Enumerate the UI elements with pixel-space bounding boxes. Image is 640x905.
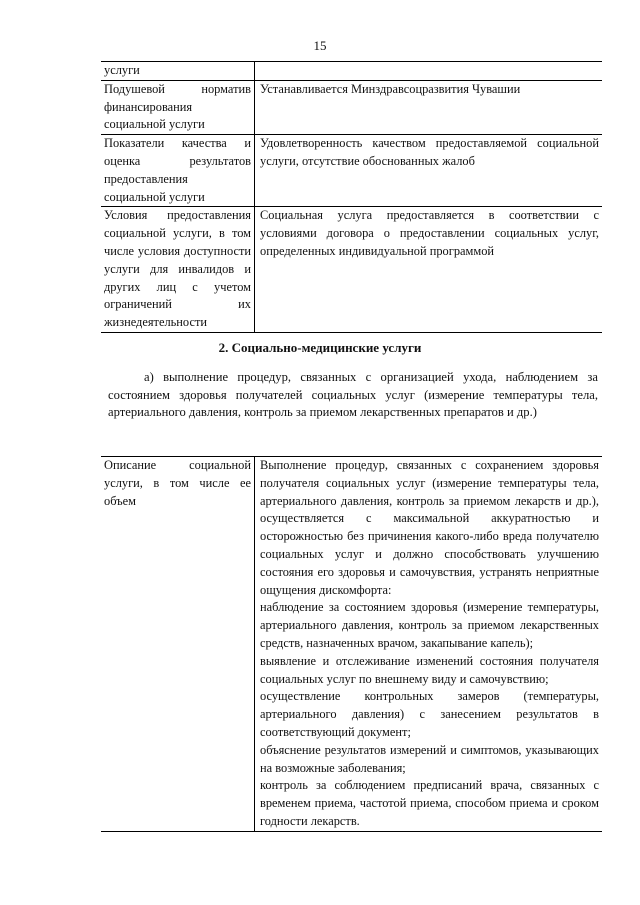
row-value: Устанавливается Минздравсоцразвития Чувашии (255, 80, 603, 134)
row-label: услуги (101, 62, 255, 81)
table-row (101, 62, 602, 81)
table-row (101, 135, 602, 207)
description-paragraph: наблюдение за состоянием здоровья (измерение температуры, артериального давления, контроль за приемом лекарственных средств, назначенных врачом, закапывание капель); (260, 600, 599, 650)
service-description-table (101, 456, 602, 832)
description-paragraph: выявление и отслеживание изменений состояния получателя социальных услуг по внешнему виду и самочувствию; (260, 653, 599, 686)
row-label: Условия предоставления социальной услуги, в том числе условия доступности услуги для инвалидов и других лиц с учетом ограничений их жизнедеятельности (101, 207, 255, 333)
table-row (101, 80, 602, 134)
row-value: Социальная услуга предоставляется в соответствии с условиями договора о предоставлении социальных услуг, определенных индивидуальной программой (255, 207, 603, 333)
service-parameters-table (101, 61, 602, 333)
section-heading: 2. Социально-медицинские услуги (218, 340, 422, 355)
row-value (255, 62, 603, 81)
description-cell (255, 457, 603, 832)
table-row (101, 457, 602, 832)
row-label: Показатели качества и оценка результатов предоставления социальной услуги (101, 135, 255, 207)
row-label: Подушевой норматив финансирования социальной услуги (101, 80, 255, 134)
row-label: Описание социальной услуги, в том числе ее объем (101, 457, 255, 832)
description-paragraph: Выполнение процедур, связанных с сохранением здоровья получателя социальных услуг (измерение температуры тела, артериального давления, контроль за приемом лекарств и др.), осуществляется с максимальной аккуратностью и осторожностью без причинения какого-либо вреда получателю социальных услуг и должно способствовать улучшению состояния его здоровья и самочувствия, устранять неприятные ощущения дискомфорта: (260, 458, 599, 597)
intro-paragraph: а) выполнение процедур, связанных с организацией ухода, наблюдением за состоянием здоровья получателей социальных услуг (измерение температуры тела, артериального давления, контроль за приемом лекарственных препаратов и др.) (108, 370, 598, 420)
description-paragraph: объяснение результатов измерений и симптомов, указывающих на возможные заболевания; (260, 742, 599, 775)
table-row (101, 207, 602, 333)
description-paragraph: осуществление контрольных замеров (температуры, артериального давления) с занесением результатов в соответствующий документ; (260, 689, 599, 739)
description-paragraph: контроль за соблюдением предписаний врача, связанных с временем приема, частотой приема, способом приема и сроком годности лекарств. (260, 778, 599, 828)
page-number: 15 (313, 38, 327, 53)
row-value: Удовлетворенность качеством предоставляемой социальной услуги, отсутствие обоснованных жалоб (255, 135, 603, 207)
